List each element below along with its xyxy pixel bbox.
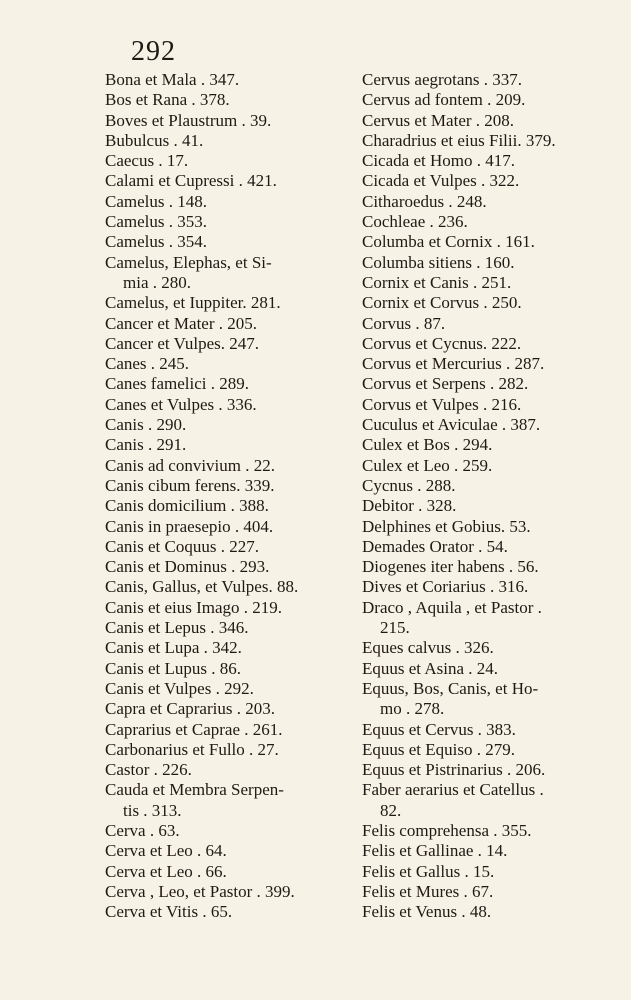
index-entry: Corvus et Cycnus. 222. [362,333,522,353]
index-entry: Canis et Lupus . 86. [105,658,241,678]
index-entry: Equus, Bos, Canis, et Ho- [362,678,539,698]
index-entry: mo . 278. [380,699,445,719]
index-entry: Cicada et Homo . 417. [362,151,515,171]
index-entry: Canis ad convivium . 22. [105,455,275,475]
index-entry: Capra et Caprarius . 203. [105,699,275,719]
index-entry: Faber aerarius et Catellus . [362,780,544,800]
index-entry: Corvus et Mercurius . 287. [362,354,545,374]
index-column-left [105,70,350,922]
index-entry: Cicada et Vulpes . 322. [362,171,520,191]
index-entry: Carbonarius et Fullo . 27. [105,739,279,759]
index-entry: Columba et Cornix . 161. [362,232,535,252]
index-entry: Bona et Mala . 347. [105,70,240,89]
index-entry: Camelus . 353. [105,212,207,232]
index-entry: Caprarius et Caprae . 261. [105,719,283,739]
index-entry: Felis et Mures . 67. [362,881,494,901]
index-entry: Canis et Coquus . 227. [105,536,259,556]
index-entry: Cauda et Membra Serpen- [105,780,284,800]
index-entry: Castor . 226. [105,760,192,780]
index-entry: Culex et Leo . 259. [362,455,493,475]
index-entry: Canis domicilium . 388. [105,496,269,516]
index-entry: Columba sitiens . 160. [362,252,515,272]
index-entry: 215. [380,618,410,638]
index-entry: Bubulcus . 41. [105,130,204,150]
index-entry: Canis et Lupa . 342. [105,638,242,658]
index-entry: Citharoedus . 248. [362,191,487,211]
index-entry: Draco , Aquila , et Pastor . [362,597,542,617]
index-entry: Corvus et Serpens . 282. [362,374,529,394]
index-entry: Camelus, et Iuppiter. 281. [105,293,281,313]
index-entry: Canis . 290. [105,415,187,435]
index-entry: Equus et Pistrinarius . 206. [362,760,546,780]
index-entry: Canes . 245. [105,354,190,374]
index-entry: Felis et Venus . 48. [362,902,492,922]
index-entry: Cochleae . 236. [362,212,468,232]
index-entry: Cerva . 63. [105,820,180,840]
index-entry: Equus et Equiso . 279. [362,739,515,759]
index-entry: Cerva et Leo . 64. [105,841,227,861]
index-entry: tis . 313. [123,800,182,820]
index-entry: Boves et Plaustrum . 39. [105,110,272,130]
index-entry: Charadrius et eius Filii. 379. [362,130,556,150]
index-entry: Cornix et Corvus . 250. [362,293,522,313]
index-entry: Cerva , Leo, et Pastor . 399. [105,881,295,901]
index-entry: Calami et Cupressi . 421. [105,171,277,191]
index-column-right [362,70,612,922]
index-entry: Corvus . 87. [362,313,446,333]
index-entry: Canis et Lepus . 346. [105,618,249,638]
index-entry: Eques calvus . 326. [362,638,494,658]
index-entry: Cuculus et Aviculae . 387. [362,415,541,435]
index-entry: Cancer et Mater . 205. [105,313,257,333]
index-entry: Camelus . 354. [105,232,207,252]
index-entry: Dives et Coriarius . 316. [362,577,529,597]
index-entry: Cornix et Canis . 251. [362,272,512,292]
index-entry: Felis comprehensa . 355. [362,820,532,840]
index-entry: Cycnus . 288. [362,475,456,495]
index-entry: Canis, Gallus, et Vulpes. 88. [105,577,299,597]
index-entry: Equus et Cervus . 383. [362,719,516,739]
index-entry: Cancer et Vulpes. 247. [105,333,259,353]
index-entry: Equus et Asina . 24. [362,658,498,678]
index-entry: Diogenes iter habens . 56. [362,557,539,577]
index-entry: Felis et Gallinae . 14. [362,841,508,861]
index-entry: Culex et Bos . 294. [362,435,493,455]
index-entry: Camelus . 148. [105,191,207,211]
index-entry: Cervus et Mater . 208. [362,110,515,130]
index-entry: Caecus . 17. [105,151,189,171]
index-entry: Cerva et Vitis . 65. [105,902,233,922]
index-entry: Felis et Gallus . 15. [362,861,495,881]
index-entry: Canes et Vulpes . 336. [105,394,257,414]
index-entry: Canis cibum ferens. 339. [105,475,275,495]
index-entry: Canis et eius Imago . 219. [105,597,283,617]
index-entry: Canis in praesepio . 404. [105,516,274,536]
index-entry: Debitor . 328. [362,496,457,516]
index-entry: Cervus aegrotans . 337. [362,70,523,89]
index-entry: Cervus ad fontem . 209. [362,90,526,110]
index-entry: Canes famelici . 289. [105,374,249,394]
index-entry: mia . 280. [123,272,191,292]
index-entry: Demades Orator . 54. [362,536,508,556]
index-entry: Canis et Dominus . 293. [105,557,270,577]
index-entry: Delphines et Gobius. 53. [362,516,531,536]
page-number: 292 [131,36,176,67]
index-entry: Bos et Rana . 378. [105,90,230,110]
index-entry: Canis et Vulpes . 292. [105,678,254,698]
index-entry: 82. [380,800,402,820]
index-entry: Canis . 291. [105,435,187,455]
index-entry: Cerva et Leo . 66. [105,861,227,881]
index-entry: Corvus et Vulpes . 216. [362,394,522,414]
index-entry: Camelus, Elephas, et Si- [105,252,272,272]
